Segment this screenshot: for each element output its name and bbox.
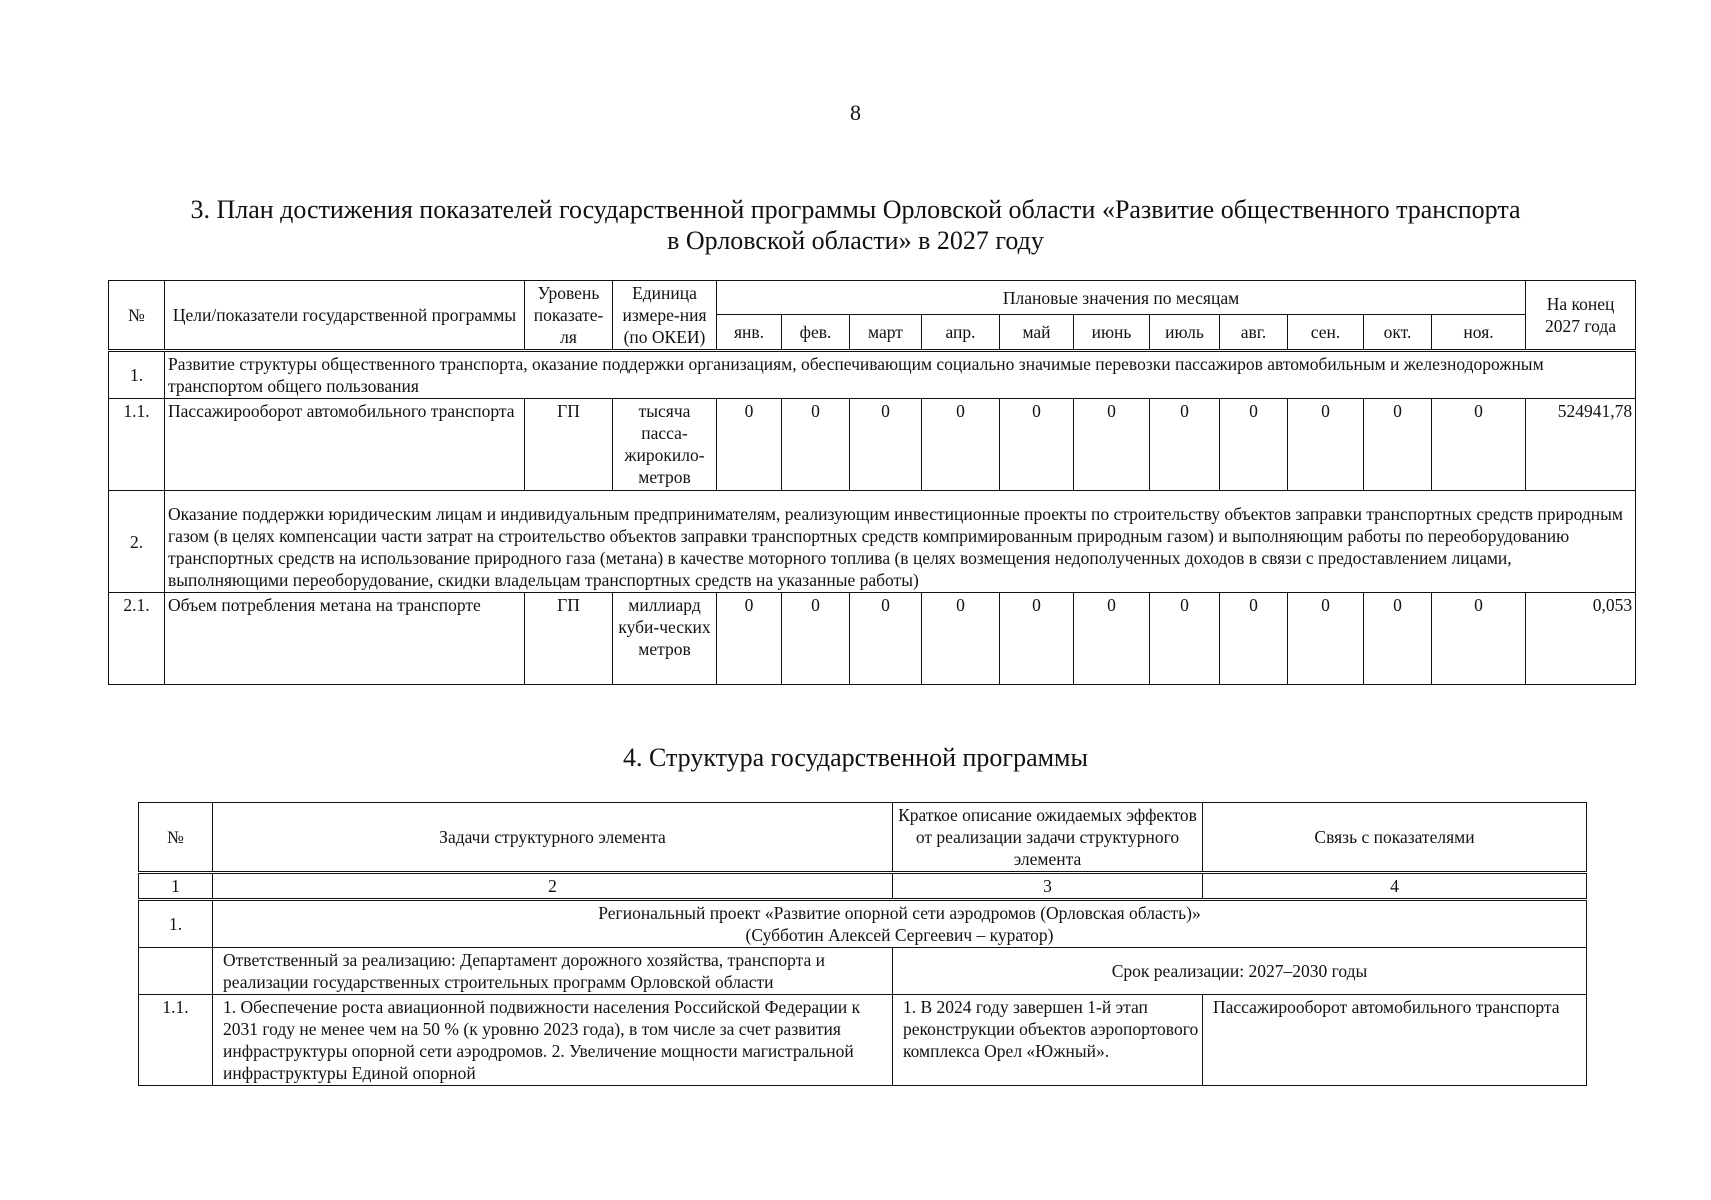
indicator-row — [109, 399, 1636, 491]
indicator-row — [109, 593, 1636, 685]
month-header: март — [850, 315, 922, 351]
responsible-row — [139, 948, 1587, 995]
project-row — [139, 900, 1587, 948]
row-num: 2.1. — [109, 593, 165, 685]
month-value: 0 — [1150, 399, 1220, 491]
plan-table — [108, 280, 1636, 685]
structure-header-row — [139, 803, 1587, 873]
header-tasks: Задачи структурного элемента — [213, 803, 893, 873]
indicator-unit: тысяча пасса-жирокило-метров — [613, 399, 717, 491]
month-header: июль — [1150, 315, 1220, 351]
header-plan: Плановые значения по месяцам — [717, 281, 1526, 315]
section3-title — [0, 194, 1711, 256]
month-value: 0 — [782, 399, 850, 491]
header-end: На конец 2027 года — [1526, 281, 1636, 351]
end-value: 0,053 — [1526, 593, 1636, 685]
end-value: 524941,78 — [1526, 399, 1636, 491]
col-number: 3 — [893, 873, 1203, 900]
month-header: май — [1000, 315, 1074, 351]
month-value: 0 — [1288, 399, 1364, 491]
month-value: 0 — [922, 593, 1000, 685]
indicator-name: Объем потребления метана на транспорте — [165, 593, 525, 685]
row-num: 1.1. — [109, 399, 165, 491]
month-header: фев. — [782, 315, 850, 351]
col-number: 2 — [213, 873, 893, 900]
month-value: 0 — [850, 399, 922, 491]
row-num: 1. — [109, 351, 165, 399]
plan-table-header-row — [109, 281, 1636, 315]
header-goals: Цели/показатели государственной программы — [165, 281, 525, 351]
col-number: 1 — [139, 873, 213, 900]
month-value: 0 — [1220, 593, 1288, 685]
month-value: 0 — [717, 593, 782, 685]
goal-row — [109, 491, 1636, 593]
header-effects: Краткое описание ожидаемых эффектов от реализации задачи структурного элемента — [893, 803, 1203, 873]
indicator-level: ГП — [525, 399, 613, 491]
month-value: 0 — [1432, 593, 1526, 685]
month-header: янв. — [717, 315, 782, 351]
indicator-name: Пассажирооборот автомобильного транспорта — [165, 399, 525, 491]
month-value: 0 — [1000, 593, 1074, 685]
project-title — [213, 900, 1587, 948]
indicator-level: ГП — [525, 593, 613, 685]
task-text: 1. Обеспечение роста авиационной подвижности населения Российской Федерации к 2031 году не менее чем на 50 % (к уровню 2023 года), в том числе за счет развития инфраструктуры опорной сети аэродромов. 2. Увеличение мощности магистральной инфраструктуры Единой опорной — [213, 995, 893, 1086]
goal-text: Оказание поддержки юридическим лицам и индивидуальным предпринимателям, реализующим инвестиционные проекты по строительству объектов заправки транспортных средств природным газом (в целях компенсации части затрат на строительство объектов заправки транспортных средств компримированным природным газом) и выполняющим работы по переоборудованию транспортных средств на использование природного газа (метана) в качестве моторного топлива (в целях возмещения недополученных доходов в связи с предоставлением лицами, выполняющими переоборудование, скидки владельцам транспортных средств на указанные работы) — [165, 491, 1636, 593]
link-text: Пассажирооборот автомобильного транспорта — [1203, 995, 1587, 1086]
month-value: 0 — [922, 399, 1000, 491]
project-num: 1. — [139, 900, 213, 948]
goal-text: Развитие структуры общественного транспорта, оказание поддержки организациям, обеспечивающим социально значимые перевозки пассажиров автомобильным и железнодорожным транспортом общего пользования — [165, 351, 1636, 399]
task-row — [139, 995, 1587, 1086]
month-value: 0 — [850, 593, 922, 685]
month-value: 0 — [782, 593, 850, 685]
month-value: 0 — [1364, 399, 1432, 491]
header-num: № — [109, 281, 165, 351]
indicator-unit: миллиард куби-ческих метров — [613, 593, 717, 685]
term-text: Срок реализации: 2027–2030 годы — [893, 948, 1587, 995]
month-value: 0 — [1074, 399, 1150, 491]
project-title-line1: Региональный проект «Развитие опорной сети аэродромов (Орловская область)» — [598, 903, 1201, 923]
month-value: 0 — [1288, 593, 1364, 685]
row-num: 2. — [109, 491, 165, 593]
task-num: 1.1. — [139, 995, 213, 1086]
goal-row — [109, 351, 1636, 399]
structure-table — [138, 802, 1587, 1086]
section4-title: 4. Структура государственной программы — [623, 743, 1088, 772]
month-value: 0 — [1364, 593, 1432, 685]
section3-title-line2: в Орловской области» в 2027 году — [667, 226, 1044, 255]
month-value: 0 — [1432, 399, 1526, 491]
month-value: 0 — [1000, 399, 1074, 491]
month-header: ноя. — [1432, 315, 1526, 351]
responsible-text: Ответственный за реализацию: Департамент дорожного хозяйства, транспорта и реализации государственных строительных программ Орловской области — [213, 948, 893, 995]
month-header: сен. — [1288, 315, 1364, 351]
month-value: 0 — [1150, 593, 1220, 685]
month-value: 0 — [717, 399, 782, 491]
month-value: 0 — [1220, 399, 1288, 491]
month-header: окт. — [1364, 315, 1432, 351]
section3-title-line1: 3. План достижения показателей государственной программы Орловской области «Развитие общественного транспорта — [190, 195, 1521, 224]
header-link: Связь с показателями — [1203, 803, 1587, 873]
month-header: авг. — [1220, 315, 1288, 351]
col-number: 4 — [1203, 873, 1587, 900]
page-number: 8 — [850, 100, 861, 125]
column-numbers-row — [139, 873, 1587, 900]
header-level: Уровень показате-ля — [525, 281, 613, 351]
empty-cell — [139, 948, 213, 995]
month-header: апр. — [922, 315, 1000, 351]
header-num: № — [139, 803, 213, 873]
effects-text: 1. В 2024 году завершен 1-й этап реконструкции объектов аэропортового комплекса Орел «Южный». — [893, 995, 1203, 1086]
header-unit: Единица измере-ния (по ОКЕИ) — [613, 281, 717, 351]
month-header: июнь — [1074, 315, 1150, 351]
month-value: 0 — [1074, 593, 1150, 685]
project-title-line2: (Субботин Алексей Сергеевич – куратор) — [745, 925, 1054, 945]
